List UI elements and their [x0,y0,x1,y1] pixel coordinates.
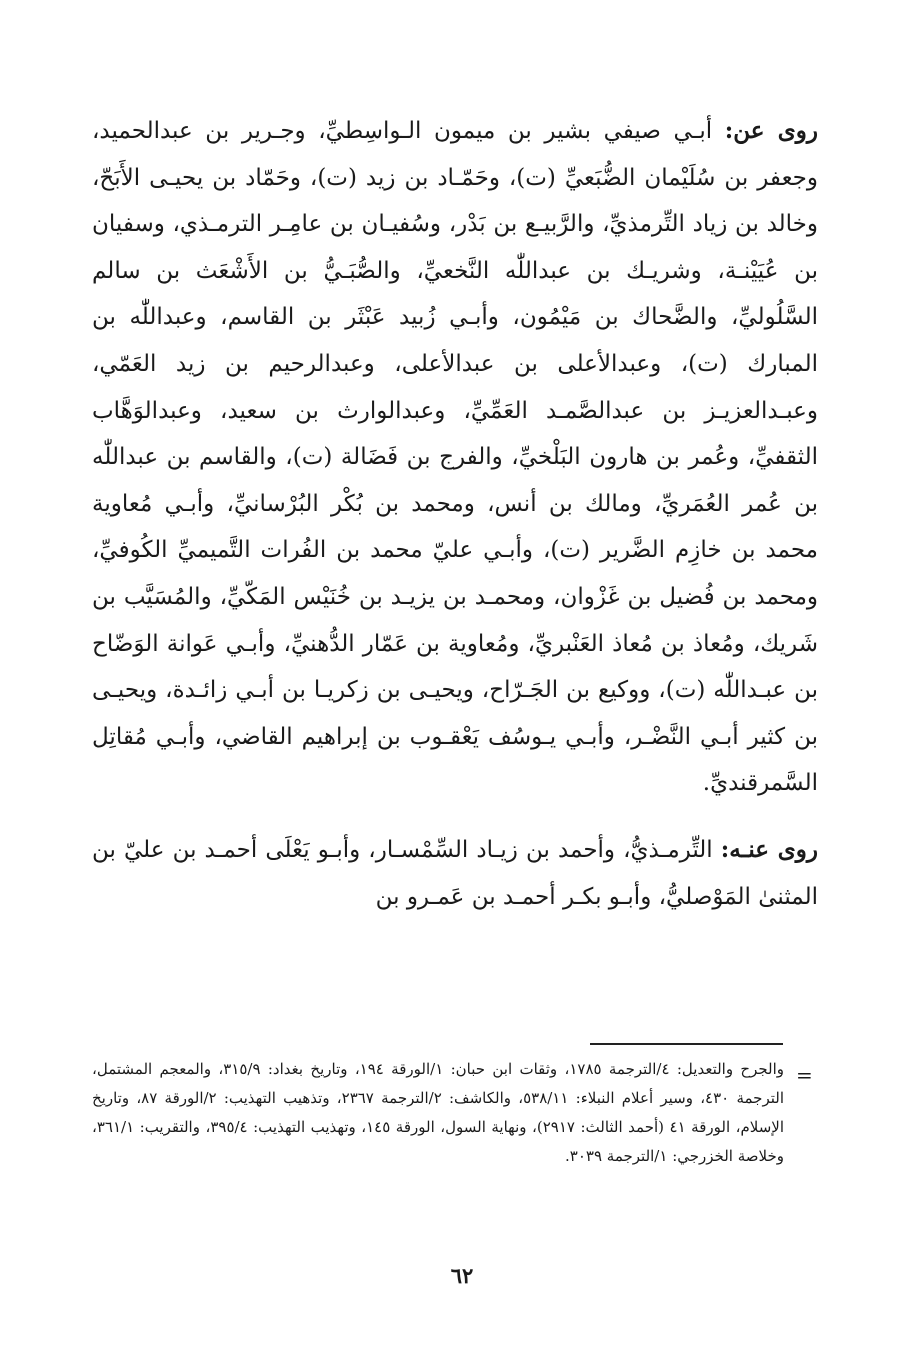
footnote-divider [590,1043,783,1045]
page-number: ٦٢ [450,1263,474,1288]
narrated-from-text: أبـي صيفي بشير بن ميمون الـواسِطيِّ، وجـرير بن عبدالحميد، وجعفر بن سُلَيْمان الضُّبَعيِّ (ت)، وحَمّـاد بن زيد (ت)، وحَمّاد بن يحيـى الأَبَحّ، وخالد بن زياد التِّرمذيِّ، والرَّبيـع بن بَدْر، وسُفيـان بن عامِـر الترمـذي، وسفيان بن عُيَيْنـة، وشريـك بن عبداللّٰه النَّخعيِّ، والصُّبَـيُّ بن الأَشْعَث بن سالم السَّلُوليِّ، والضَّحاك بن مَيْمُون، وأبـي زُبيد عَبْثَر بن القاسم، وعبداللّٰه بن المبارك (ت)، وعبدالأعلى بن عبدالأعلى، وعبدالرحيم بن زيد العَمّي، وعبـدالعزيـز بن عبدالصَّمـد العَمِّيِّ، وعبدالوارث بن سعيد، وعبدالوَهَّاب الثقفيِّ، وعُمر بن هارون البَلْخيِّ، والفرج بن فَضَالة (ت)، والقاسم بن عبداللّٰه بن عُمر العُمَريِّ، ومالك بن أنس، ومحمد بن بُكْر البُرْسانيِّ، وأبـي مُعاوية محمد بن خازِم الضَّرير (ت)، وأبـي عليّ محمد بن الفُرات التَّميميِّ الكُوفيِّ، ومحمد بن فُضيل بن غَزْوان، ومحمـد بن يزيـد بن خُنَيْس المَكّيِّ، والمُسَيَّب بن شَريك، ومُعاذ بن مُعاذ العَنْبريِّ، ومُعاوية بن عَمّار الدُّهنيِّ، وأبـي عَوانة الوَضّاح بن عبـداللّٰه (ت)، ووكيع بن الجَـرّاح، ويحيـى بن زكريـا بن أبـي زائـدة، ويحيـى بن كثير أبـي النَّضْـر، وأبـي يـوسُف يَعْقـوب بن إبراهيم القاضي، وأبـي مُقاتِل السَّمرقنديِّ. [92,118,818,797]
narrated-from-label: روى عن: [724,117,818,144]
narrated-by-paragraph [92,827,818,920]
footnote-continuation-marker: = [796,1063,813,1087]
narrated-from-paragraph [92,108,818,807]
footnote-text: والجرح والتعديل: ٤/الترجمة ١٧٨٥، وثقات ابن حبان: ١/الورقة ١٩٤، وتاريخ بغداد: ٣١٥/٩، والمعجم المشتمل، الترجمة ٤٣٠، وسير أعلام النبلاء: ٥٣٨/١١، والكاشف: ٢/الترجمة ٢٣٦٧، وتذهيب التهذيب: ٢/الورقة ٨٧، وتاريخ الإسلام، الورقة ٤١ (أحمد الثالث: ٢٩١٧)، ونهاية السول، الورقة ١٤٥، وتهذيب التهذيب: ٣٩٥/٤، والتقريب: ٣٦١/١، وخلاصة الخزرجي: ١/الترجمة ٣٠٣٩. [92,1060,785,1165]
narrated-by-label: روى عنـه: [720,835,818,863]
main-text [92,108,818,920]
narrated-by-text: التِّرمـذيُّ، وأحمد بن زيـاد السِّمْسـار، وأبـو يَعْلَى أحمـد بن عليّ بن المثنىٰ المَوْصليُّ، وأبـو بكـر أحمـد بن عَمـرو بن [92,836,818,910]
